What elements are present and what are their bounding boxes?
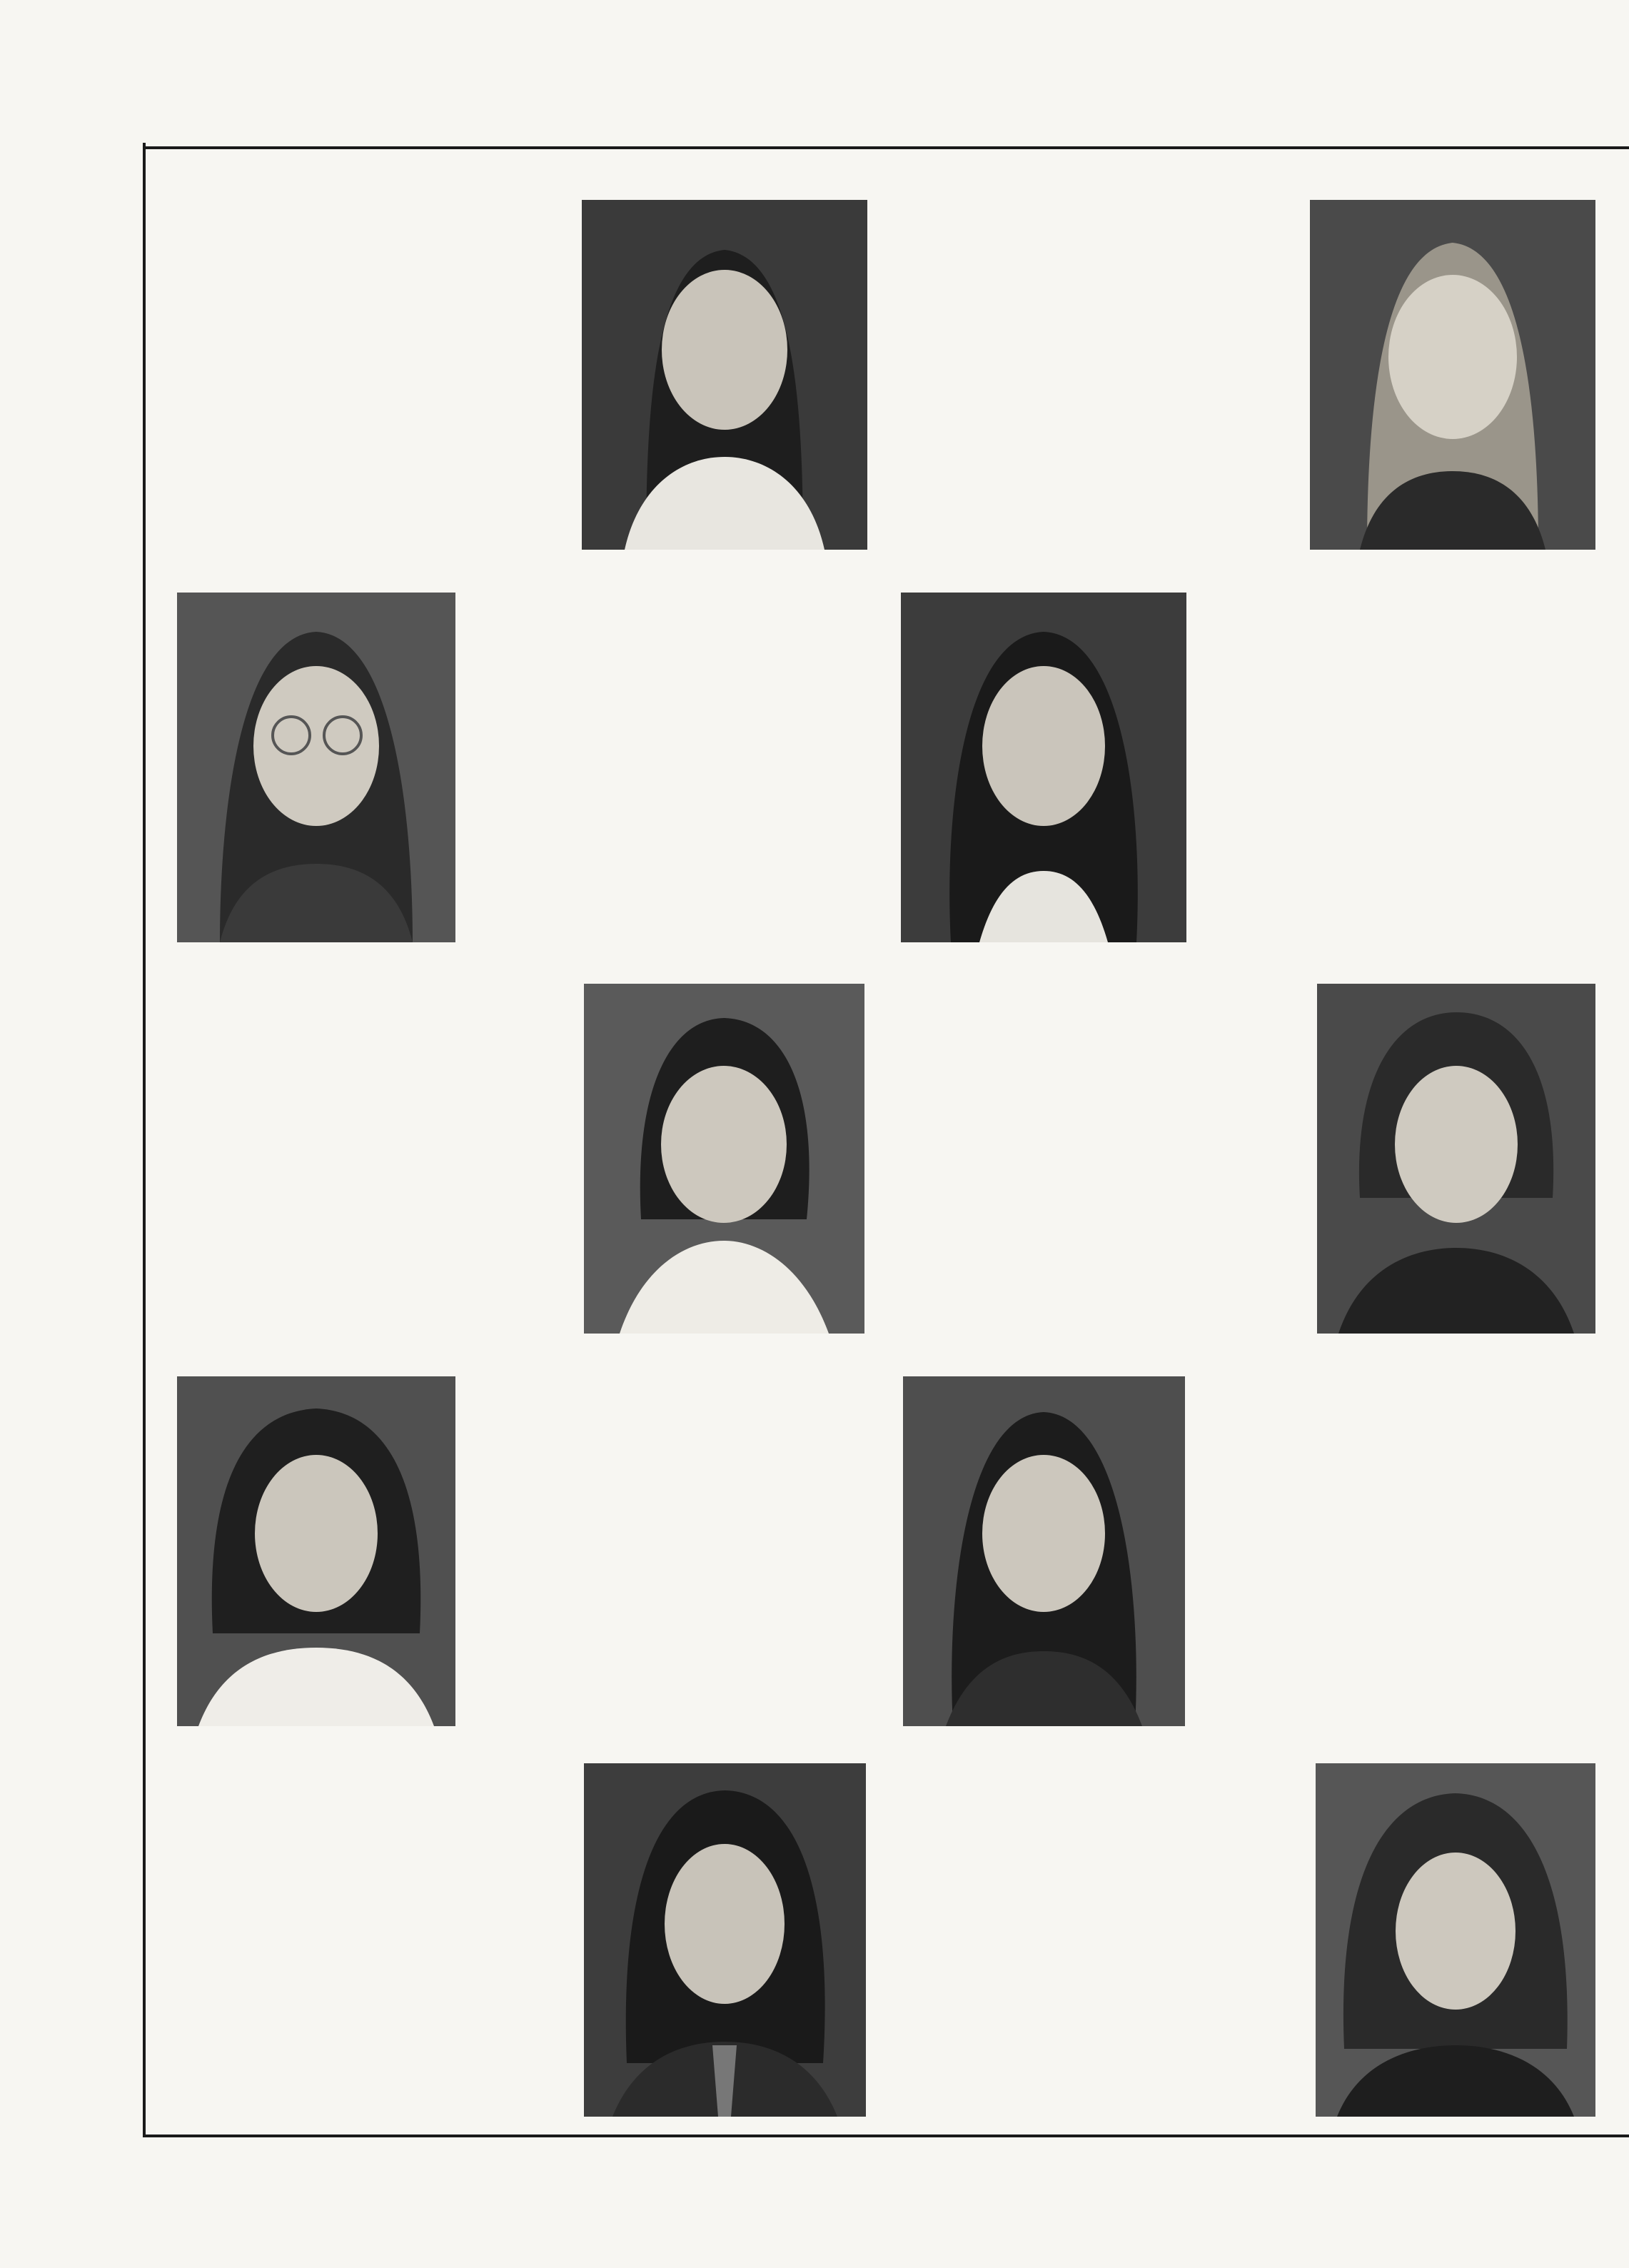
portrait-silhouette-icon <box>1316 1763 1595 2117</box>
portrait-silhouette-icon <box>903 1376 1185 1726</box>
frame-line-left <box>143 143 146 2135</box>
portrait-silhouette-icon <box>177 593 455 942</box>
portrait-photo <box>1310 200 1595 550</box>
portrait-silhouette-icon <box>1310 200 1595 550</box>
frame-line-top <box>143 146 1629 149</box>
portrait-photo <box>903 1376 1185 1726</box>
portrait-silhouette-icon <box>584 984 864 1334</box>
graduation-caps-illustration-bottom <box>43 2124 1629 2267</box>
portrait-silhouette-icon <box>177 1376 455 1726</box>
portrait-photo <box>584 1763 866 2117</box>
frame-line-bottom <box>143 2135 1629 2137</box>
portrait-photo <box>1317 984 1595 1334</box>
graduation-caps-illustration-top <box>43 29 1629 171</box>
portrait-silhouette-icon <box>1317 984 1595 1334</box>
portrait-photo <box>901 593 1186 942</box>
doodle-border-bottom <box>43 2124 1629 2267</box>
portrait-silhouette-icon <box>582 200 867 550</box>
portrait-photo <box>177 593 455 942</box>
portrait-silhouette-icon <box>584 1763 866 2117</box>
portrait-photo <box>582 200 867 550</box>
doodle-border-top <box>43 29 1629 171</box>
portrait-silhouette-icon <box>901 593 1186 942</box>
portrait-photo <box>177 1376 455 1726</box>
portrait-photo <box>584 984 864 1334</box>
portrait-photo <box>1316 1763 1595 2117</box>
